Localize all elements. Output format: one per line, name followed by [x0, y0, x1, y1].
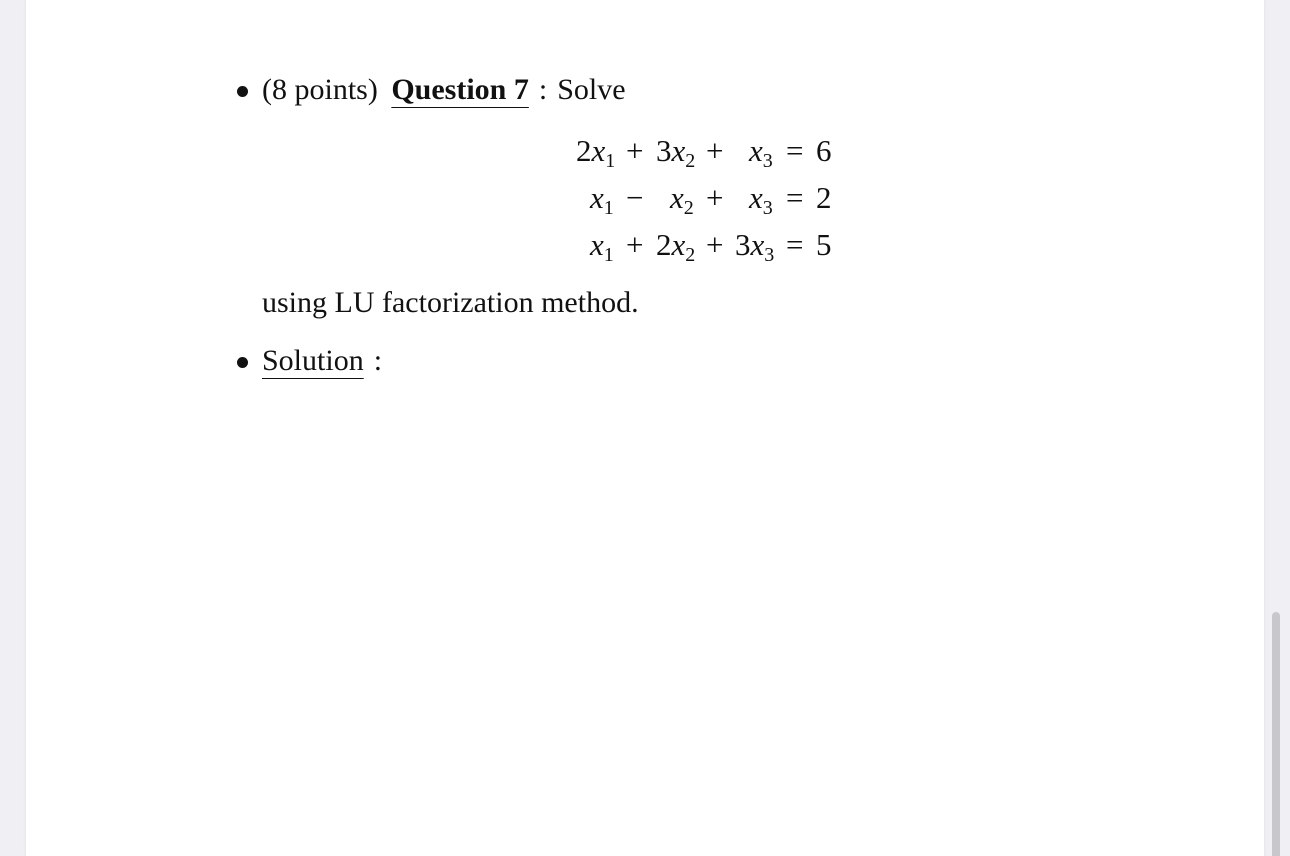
- equation-operator: +: [626, 133, 644, 168]
- equation-term: $x_3$: [749, 180, 773, 219]
- bullet-icon: [237, 86, 248, 97]
- question-instruction: Solve: [557, 73, 626, 106]
- equation-term: $2x_1$: [576, 133, 616, 172]
- equation-rhs: 5: [816, 227, 832, 262]
- equation-term: $x_2$: [670, 180, 694, 219]
- equation-term: $3x_2$: [656, 133, 696, 172]
- equation-term: $x_1$: [590, 227, 614, 266]
- equation-term: $3x_3$: [735, 227, 775, 266]
- solution-label: Solution: [262, 344, 364, 377]
- solution-line: [262, 343, 392, 379]
- equation-operator: +: [626, 227, 644, 262]
- equals-sign: =: [786, 180, 804, 215]
- equation-operator: +: [706, 180, 724, 215]
- question-title: Question 7: [391, 73, 529, 106]
- equation-operator: +: [706, 133, 724, 168]
- equals-sign: =: [786, 227, 804, 262]
- equals-sign: =: [786, 133, 804, 168]
- equation-term: $x_3$: [749, 133, 773, 172]
- question-line: [262, 72, 626, 108]
- equation-row: [0, 180, 1290, 220]
- equation-row: [0, 227, 1290, 267]
- question-points: (8 points): [262, 73, 378, 106]
- equation-rhs: 6: [816, 133, 832, 168]
- method-text: using LU factorization method.: [262, 286, 639, 319]
- equation-operator: −: [626, 180, 644, 215]
- equation-term: $2x_2$: [656, 227, 696, 266]
- document-page: [26, 0, 1264, 856]
- solution-colon: :: [373, 344, 383, 377]
- equation-rhs: 2: [816, 180, 832, 215]
- equation-term: $x_1$: [590, 180, 614, 219]
- equation-row: [0, 133, 1290, 173]
- question-colon: :: [538, 73, 548, 106]
- scrollbar-thumb[interactable]: [1272, 612, 1280, 856]
- bullet-icon: [237, 357, 248, 368]
- equation-operator: +: [706, 227, 724, 262]
